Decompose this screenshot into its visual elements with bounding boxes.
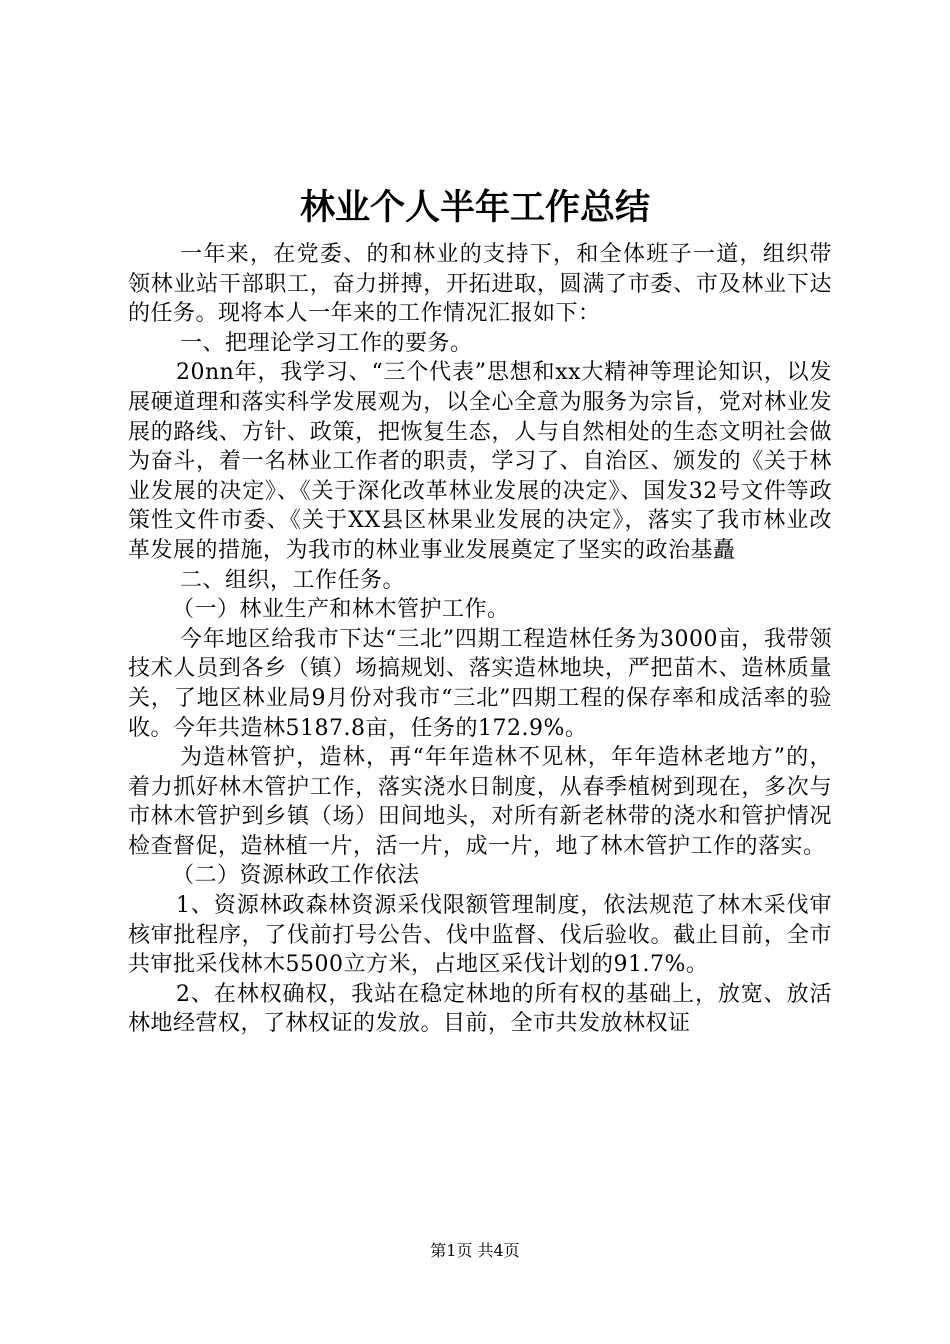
document-body <box>128 240 832 1039</box>
page-number-footer: 第1页 共4页 <box>430 1241 520 1260</box>
document-title: 林业个人半年工作总结 <box>299 188 650 228</box>
heading-section-2: 二、组织，工作任务。 <box>180 567 406 593</box>
heading-section-1: 一、把理论学习工作的要务。 <box>180 330 473 356</box>
paragraph-theory-study: 20nn年，我学习、“三个代表”思想和xx大精神等理论知识，以发展硬道理和落实科学发展观为，以全心全意为服务为宗旨，党对林业发展的路线、方针、政策，把恢复生态，人与自然相处的生态文明社会做为奋斗，着一名林业工作者的职责，学习了、自治区、颁发的《关于林业发展的决定》、《关于深化改革林业发展的决定》、国发32号文件等政策性文件市委、《关于XX县区林果业发展的决定》，落实了我市林业改革发展的措施，为我市的林业事业发展奠定了坚实的政治基矗 <box>128 360 832 563</box>
paragraph-forest-rights: 2、在林权确权，我站在稳定林地的所有权的基础上，放宽、放活林地经营权，了林权证的发放。目前，全市共发放林权证 <box>128 981 832 1037</box>
paragraph-afforestation: 今年地区给我市下达“三北”四期工程造林任务为3000亩，我带领技术人员到各乡（镇）场搞规划、落实造林地块，严把苗木、造林质量关，了地区林业局9月份对我市“三北”四期工程的保存率和成活率的验收。今年共造林5187.8亩，任务的172.9%。 <box>128 626 832 741</box>
paragraph-forest-protection: 为造林管护，造林，再“年年造林不见林，年年造林老地方”的，着力抓好林木管护工作，落实浇水日制度，从春季植树到现在，多次与市林木管护到乡镇（场）田间地头，对所有新老林带的浇水和管护情况检查督促，造林植一片，活一片，成一片，地了林木管护工作的落实。 <box>128 745 832 859</box>
paragraph-intro: 一年来，在党委、的和林业的支持下，和全体班子一道，组织带领林业站干部职工，奋力拼搏，开拓进取，圆满了市委、市及林业下达的任务。现将本人一年来的工作情况汇报如下： <box>128 242 832 327</box>
paragraph-logging-quota: 1、资源林政森林资源采伐限额管理制度，依法规范了林木采伐审核审批程序，了伐前打号公告、伐中监督、伐后验收。截止目前，全市共审批采伐林木5500立方米，占地区采伐计划的91.7%。 <box>128 893 832 978</box>
heading-subsection-2: （二）资源林政工作依法 <box>172 863 420 889</box>
heading-subsection-1: （一）林业生产和林木管护工作。 <box>172 597 510 623</box>
